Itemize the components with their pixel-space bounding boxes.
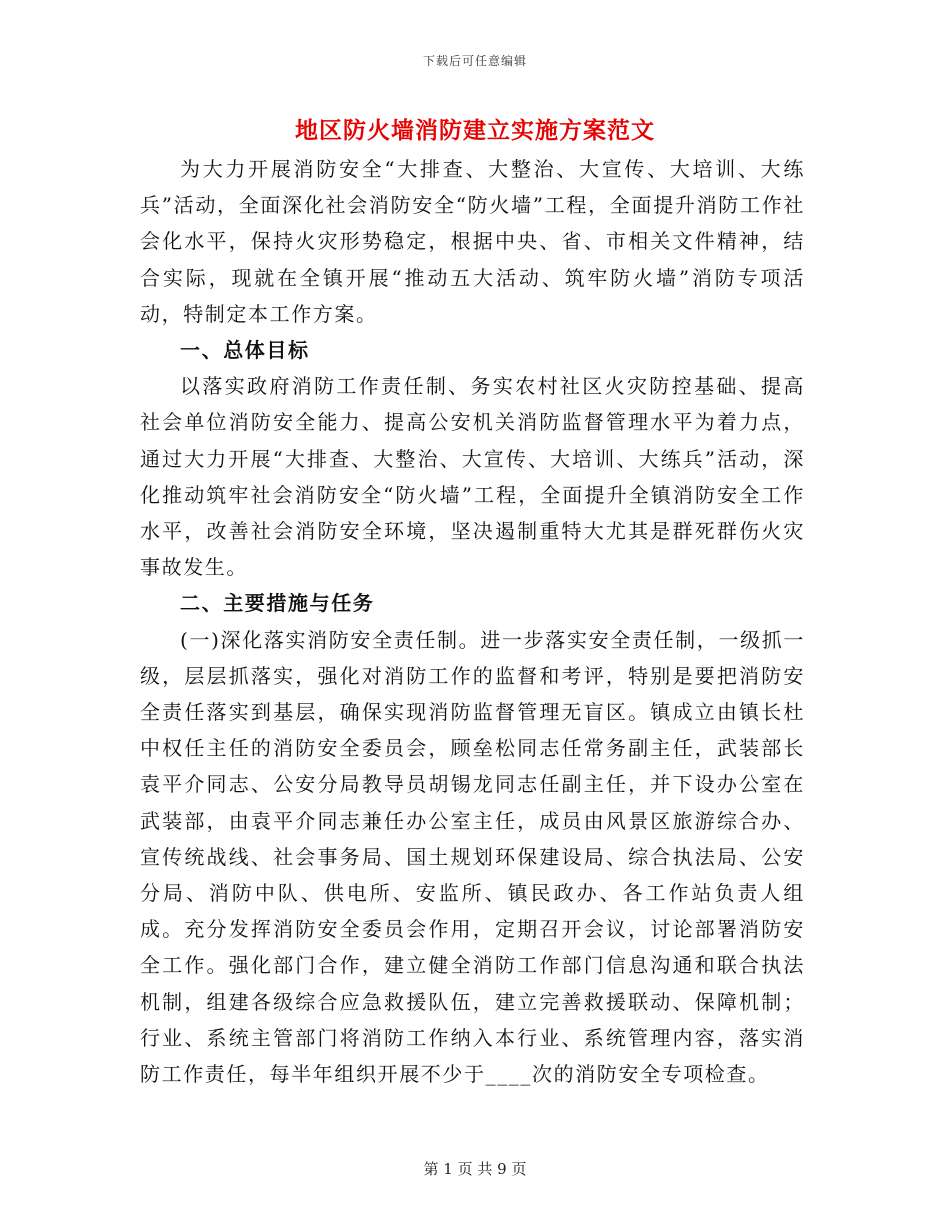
page-number-footer: 第 1 页 共 9 页: [423, 1160, 527, 1178]
section-heading-measures: 二、主要措施与任务: [180, 591, 375, 616]
document-body: [140, 151, 805, 1092]
page-header: 下载后可任意编辑: [422, 54, 527, 68]
measures-item-1-paragraph: (一)深化落实消防安全责任制。进一步落实安全责任制，一级抓一级，层层抓落实，强化对消防工作的监督和考评，特别是要把消防安全责任落实到基层，确保实现消防监督管理无盲区。镇成立由镇长杜中权任主任的消防安全委员会，顾垒松同志任常务副主任，武装部长袁平介同志、公安分局教导员胡锡龙同志任副主任，并下设办公室在武装部，由袁平介同志兼任办公室主任，成员由风景区旅游综合办、宣传统战线、社会事务局、国土规划环保建设局、综合执法局、公安分局、消防中队、供电所、安监所、镇民政办、各工作站负责人组成。充分发挥消防安全委员会作用，定期召开会议，讨论部署消防安全工作。强化部门合作，建立健全消防工作部门信息沟通和联合执法机制，组建各级综合应急救援队伍，建立完善救援联动、保障机制；行业、系统主管部门将消防工作纳入本行业、系统管理内容，落实消防工作责任，每半年组织开展不少于____次的消防安全专项检查。: [140, 627, 805, 1087]
section-heading-overall-goal: 一、总体目标: [180, 338, 310, 363]
intro-paragraph: 为大力开展消防安全“大排查、大整治、大宣传、大培训、大练兵”活动，全面深化社会消防安全“防火墙”工程，全面提升消防工作社会化水平，保持火灾形势稳定，根据中央、省、市相关文件精神，结合实际，现就在全镇开展“推动五大活动、筑牢防火墙”消防专项活动，特制定本工作方案。: [140, 157, 805, 326]
overall-goal-paragraph: 以落实政府消防工作责任制、务实农村社区火灾防控基础、提高社会单位消防安全能力、提高公安机关消防监督管理水平为着力点，通过大力开展“大排查、大整治、大宣传、大培训、大练兵”活动，深化推动筑牢社会消防安全“防火墙”工程，全面提升全镇消防安全工作水平，改善社会消防安全环境，坚决遏制重特大尤其是群死群伤火灾事故发生。: [140, 374, 805, 580]
document-title: 地区防火墙消防建立实施方案范文: [295, 117, 655, 144]
